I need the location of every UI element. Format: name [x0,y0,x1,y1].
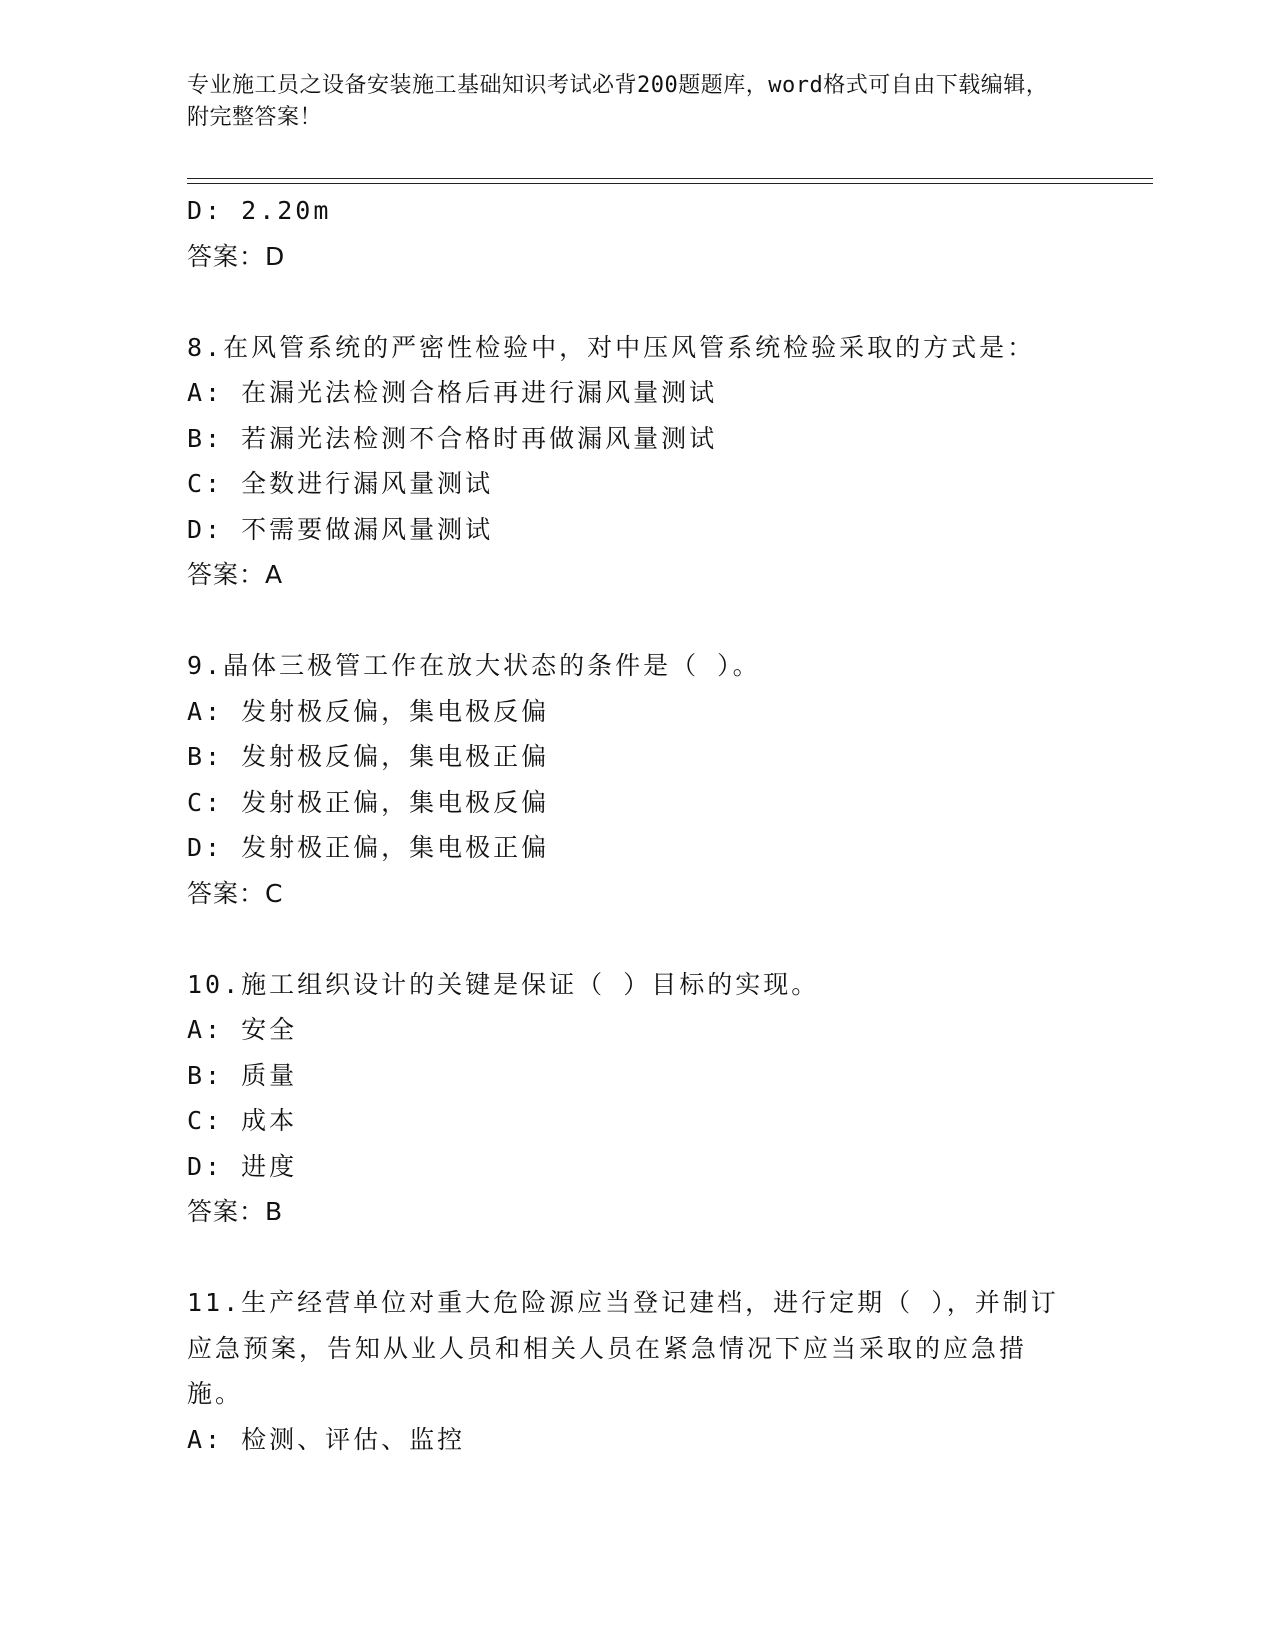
option-a: A: 检测、评估、监控 [187,1424,466,1454]
question-stem: 10.施工组织设计的关键是保证（ ）目标的实现。 [187,969,820,999]
option-c: C: 成本 [187,1106,298,1135]
question-8 [187,325,1087,598]
option-c: C: 发射极正偏，集电极反偏 [187,787,550,817]
question-10 [187,962,1087,1235]
question-stem: 8.在风管系统的严密性检验中，对中压风管系统检验采取的方式是： [187,332,1036,362]
option-d: D: 进度 [187,1151,298,1181]
option-b: B: 若漏光法检测不合格时再做漏风量测试 [187,423,718,453]
option-c: C: 全数进行漏风量测试 [187,469,494,498]
option-d: D: 发射极正偏，集电极正偏 [187,833,550,862]
prev-answer: 答案：D [187,241,286,271]
answer: 答案：C [187,878,284,908]
question-stem: 11.生产经营单位对重大危险源应当登记建档，进行定期（ ），并制订应急预案，告知从业人员和相关人员在紧急情况下应当采取的应急措施。 [187,1288,1059,1408]
question-11 [187,1280,1087,1462]
page-header: 专业施工员之设备安装施工基础知识考试必背200题题库，word格式可自由下载编辑，附完整答案！ [187,73,1049,130]
option-a: A: 在漏光法检测合格后再进行漏风量测试 [187,378,718,407]
option-d: D: 不需要做漏风量测试 [187,514,494,544]
option-a: A: 安全 [187,1015,298,1044]
answer: 答案：B [187,1197,284,1226]
option-b: B: 发射极反偏，集电极正偏 [187,742,550,771]
prev-option-d: D: 2.20m [187,196,332,225]
question-list [187,188,1087,1462]
header-rule-bottom [187,183,1153,184]
header-rule-top [187,178,1153,179]
question-9 [187,643,1087,916]
question-stem: 9.晶体三极管工作在放大状态的条件是（ ）。 [187,651,761,680]
answer: 答案：A [187,560,284,589]
option-a: A: 发射极反偏，集电极反偏 [187,696,550,726]
option-b: B: 质量 [187,1060,298,1090]
